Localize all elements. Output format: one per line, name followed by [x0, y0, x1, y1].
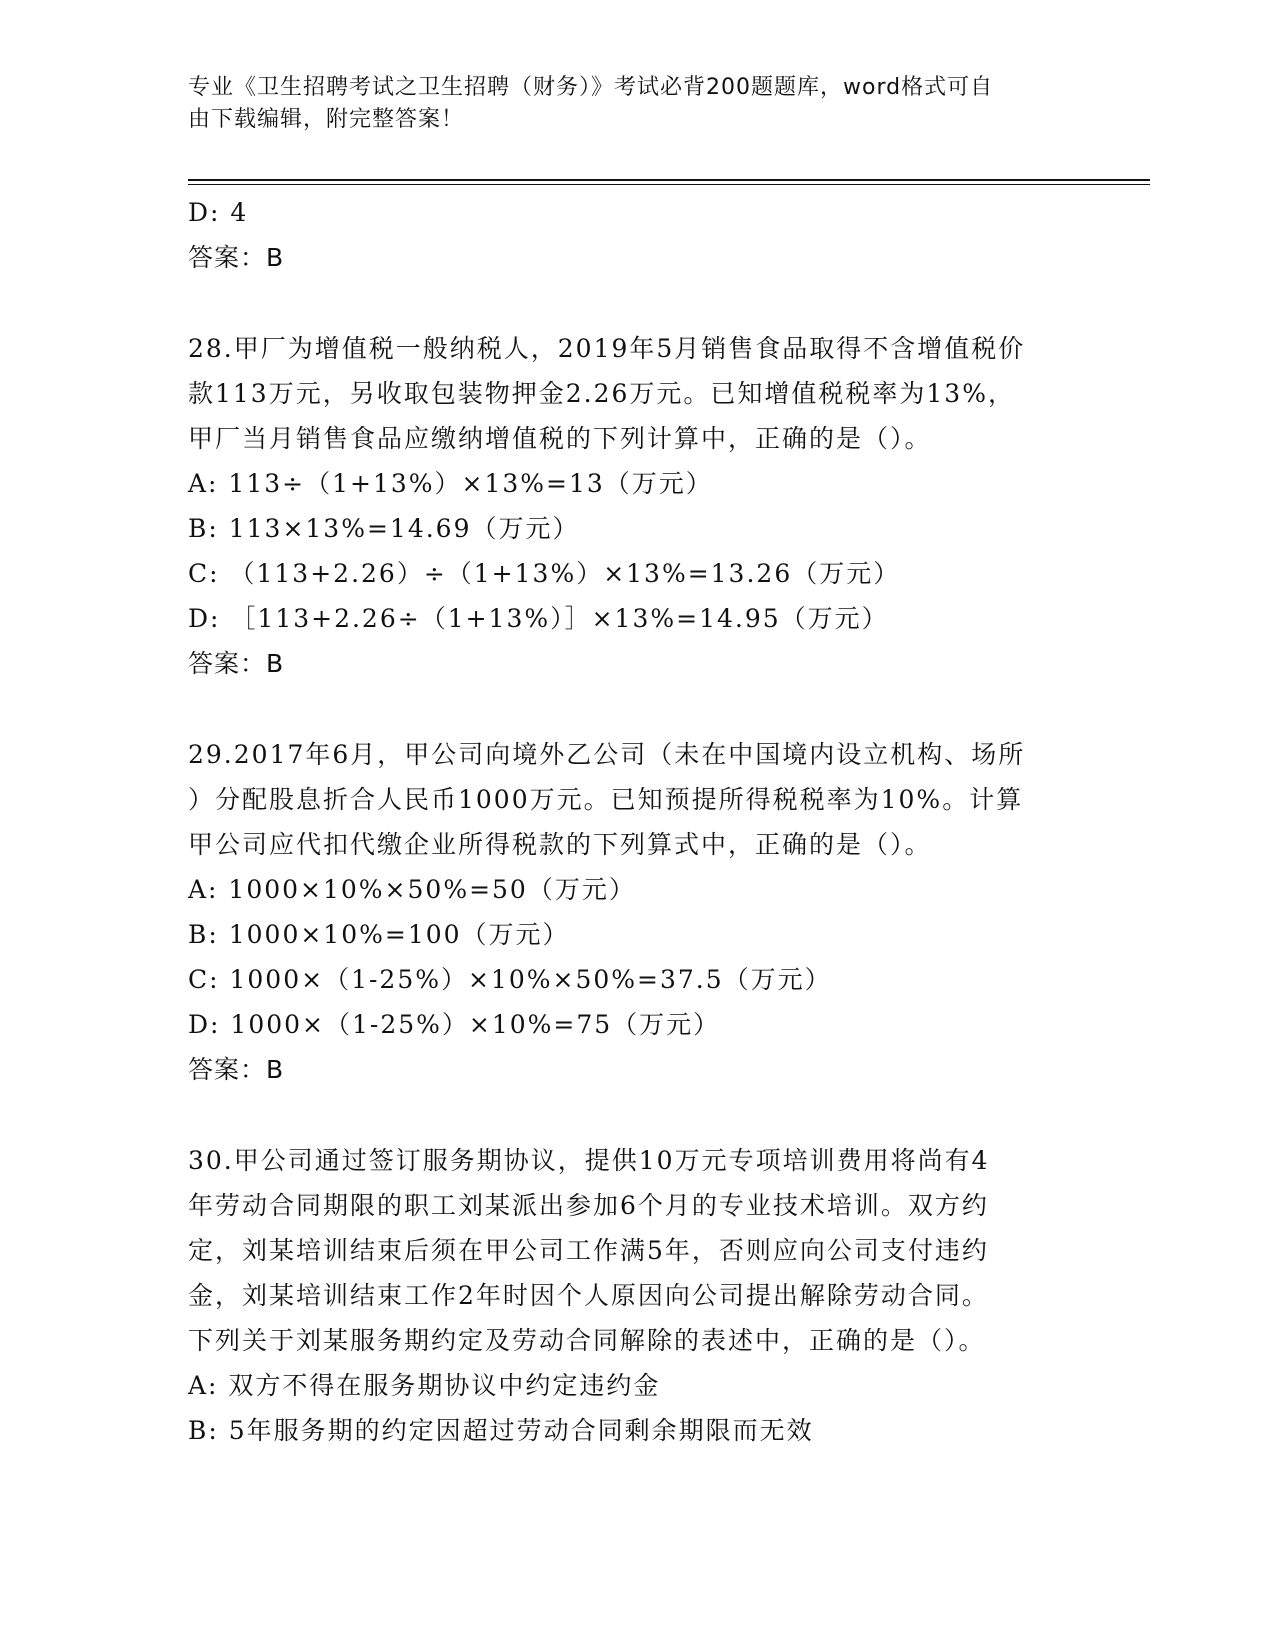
question-28-line-2: 款113万元，另收取包装物押金2.26万元。已知增值税税率为13%， [188, 379, 1015, 408]
header-line-2: 由下载编辑，附完整答案！ [188, 107, 465, 132]
header-rule-thick [188, 179, 1150, 181]
question-29-option-c: C: 1000×（1-25%）×10%×50%=37.5（万元） [188, 965, 832, 994]
question-28-option-a: A: 113÷（1+13%）×13%=13（万元） [188, 469, 713, 498]
question-content [188, 190, 1088, 1453]
question-gap [188, 686, 1088, 732]
question-30-option-a: A: 双方不得在服务期协议中约定违约金 [188, 1371, 661, 1400]
question-28-answer: 答案：B [188, 649, 285, 678]
header-rule-thin [188, 184, 1150, 185]
question-29 [188, 732, 1088, 1092]
question-30-line-4: 金，刘某培训结束工作2年时因个人原因向公司提出解除劳动合同。 [188, 1281, 989, 1310]
question-28-option-c: C: （113+2.26）÷（1+13%）×13%=13.26（万元） [188, 559, 901, 588]
question-30-option-b: B: 5年服务期的约定因超过劳动合同剩余期限而无效 [188, 1416, 814, 1445]
question-30-line-3: 定，刘某培训结束后须在甲公司工作满5年，否则应向公司支付违约 [188, 1236, 989, 1265]
question-28-line-3: 甲厂当月销售食品应缴纳增值税的下列计算中，正确的是（）。 [188, 424, 932, 453]
question-28-option-b: B: 113×13%=14.69（万元） [188, 514, 580, 543]
question-29-option-b: B: 1000×10%=100（万元） [188, 920, 570, 949]
question-29-line-2: ）分配股息折合人民币1000万元。已知预提所得税税率为10%。计算 [188, 785, 1024, 814]
question-29-option-d: D: 1000×（1-25%）×10%=75（万元） [188, 1010, 721, 1039]
question-30-line-2: 年劳动合同期限的职工刘某派出参加6个月的专业技术培训。双方约 [188, 1191, 989, 1220]
question-30-line-1: 30.甲公司通过签订服务期协议，提供10万元专项培训费用将尚有4 [188, 1146, 990, 1175]
question-29-option-a: A: 1000×10%×50%=50（万元） [188, 875, 636, 904]
question-29-line-3: 甲公司应代扣代缴企业所得税款的下列算式中，正确的是（）。 [188, 830, 932, 859]
question-28 [188, 326, 1088, 686]
header-line-1: 专业《卫生招聘考试之卫生招聘（财务）》考试必背200题题库，word格式可自 [188, 75, 994, 100]
question-30 [188, 1138, 1088, 1453]
page-header [188, 72, 1078, 136]
question-30-line-5: 下列关于刘某服务期约定及劳动合同解除的表述中，正确的是（）。 [188, 1326, 986, 1355]
question-gap [188, 280, 1088, 326]
question-29-answer: 答案：B [188, 1055, 285, 1084]
question-29-line-1: 29.2017年6月，甲公司向境外乙公司（未在中国境内设立机构、场所 [188, 740, 1026, 769]
question-28-line-1: 28.甲厂为增值税一般纳税人，2019年5月销售食品取得不含增值税价 [188, 334, 1026, 363]
prev-answer: 答案：B [188, 243, 285, 272]
question-gap [188, 1092, 1088, 1138]
prev-option-d: D: 4 [188, 198, 249, 227]
question-28-option-d: D: ［113+2.26÷（1+13%）］×13%=14.95（万元） [188, 604, 889, 633]
